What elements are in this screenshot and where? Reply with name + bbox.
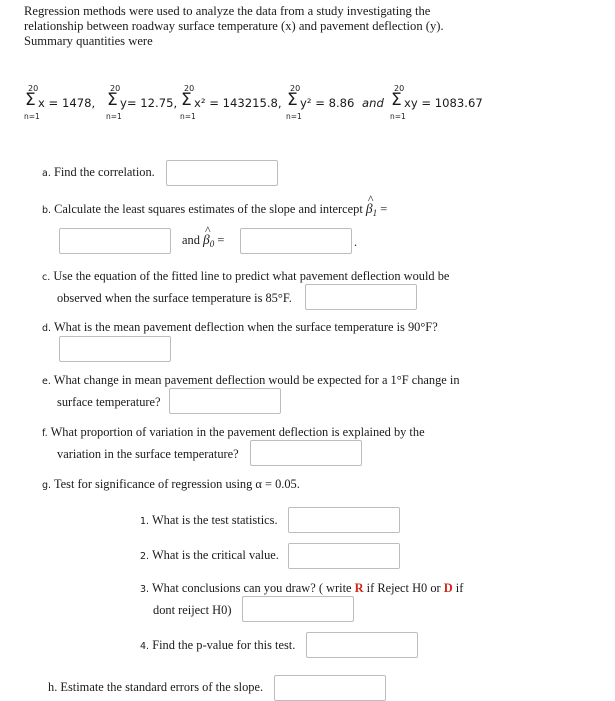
question-b: b. Calculate the least squares estimates of the slope and intercept ^ $\beta_1$ = — [42, 199, 387, 223]
question-g4: 4. Find the p-value for this test. — [140, 638, 296, 652]
question-e: e. What change in mean pavement deflection would be expected for a 1°F change in surface temperature? — [42, 373, 460, 409]
sum-x-value: x = 1478, — [38, 96, 96, 110]
slope-input[interactable] — [59, 228, 171, 254]
question-d: d. What is the mean pavement deflection when the surface temperature is 90°F? — [42, 320, 438, 334]
correlation-input[interactable] — [166, 160, 278, 186]
beta1-symbol: ^ $\beta_1$ — [366, 199, 377, 223]
period: . — [354, 235, 358, 249]
question-c: c. Use the equation of the fitted line to predict what pavement deflection would be observed when the surface temperature is 85°F. — [42, 269, 450, 305]
question-g2: 2. What is the critical value. — [140, 548, 279, 562]
critical-value-input[interactable] — [288, 543, 400, 569]
sum-y-value: y= 12.75, — [120, 96, 178, 110]
dont-reject-letter: D — [443, 581, 453, 595]
question-f: f. What proportion of variation in the pavement deflection is explained by the variation in the surface temperature? — [42, 425, 425, 461]
question-g3: 3. What conclusions can you draw? ( write R if Reject H0 or D if dont reiject H0) — [140, 581, 464, 617]
intro-line-2: relationship between roadway surface temperature (x) and pavement deflection (y). — [24, 19, 444, 33]
mean-deflection-90-input[interactable] — [59, 336, 171, 362]
intercept-label: and ^ $\beta_0$ = — [182, 230, 224, 254]
p-value-input[interactable] — [306, 632, 418, 658]
intercept-input[interactable] — [240, 228, 352, 254]
problem-intro — [24, 4, 584, 49]
and-word: and — [362, 96, 384, 110]
test-statistic-input[interactable] — [288, 507, 400, 533]
intro-line-1: Regression methods were used to analyze the data from a study investigating the — [24, 4, 431, 18]
conclusion-input[interactable] — [242, 596, 354, 622]
question-h: h. Estimate the standard errors of the slope. — [48, 680, 264, 694]
sum-xy-value: xy = 1083.67 — [404, 96, 483, 110]
intro-line-3: Summary quantities were — [24, 34, 153, 48]
proportion-variation-input[interactable] — [250, 440, 362, 466]
sum-x-squared-value: x² = 143215.8, — [194, 96, 282, 110]
reject-letter: R — [354, 581, 364, 595]
question-g: g. Test for significance of regression using α = 0.05. — [42, 477, 300, 491]
change-per-degree-input[interactable] — [169, 388, 281, 414]
question-a: a. Find the correlation. — [42, 165, 155, 179]
sum-y-squared-value: y² = 8.86 — [300, 96, 355, 110]
question-g1: 1. What is the test statistics. — [140, 513, 278, 527]
beta0-symbol: ^ $\beta_0$ — [203, 230, 214, 254]
summary-quantities: 20 Σ n=1 x = 1478, 20 Σ n=1 y= 12.75, 20 Σ n=1 x² = 143215.8, 20 Σ n=1 y² = 8.86 and 20 Σ n=1 xy = 1083.67 — [24, 84, 483, 121]
prediction-85-input[interactable] — [305, 284, 417, 310]
slope-standard-error-input[interactable] — [274, 675, 386, 701]
